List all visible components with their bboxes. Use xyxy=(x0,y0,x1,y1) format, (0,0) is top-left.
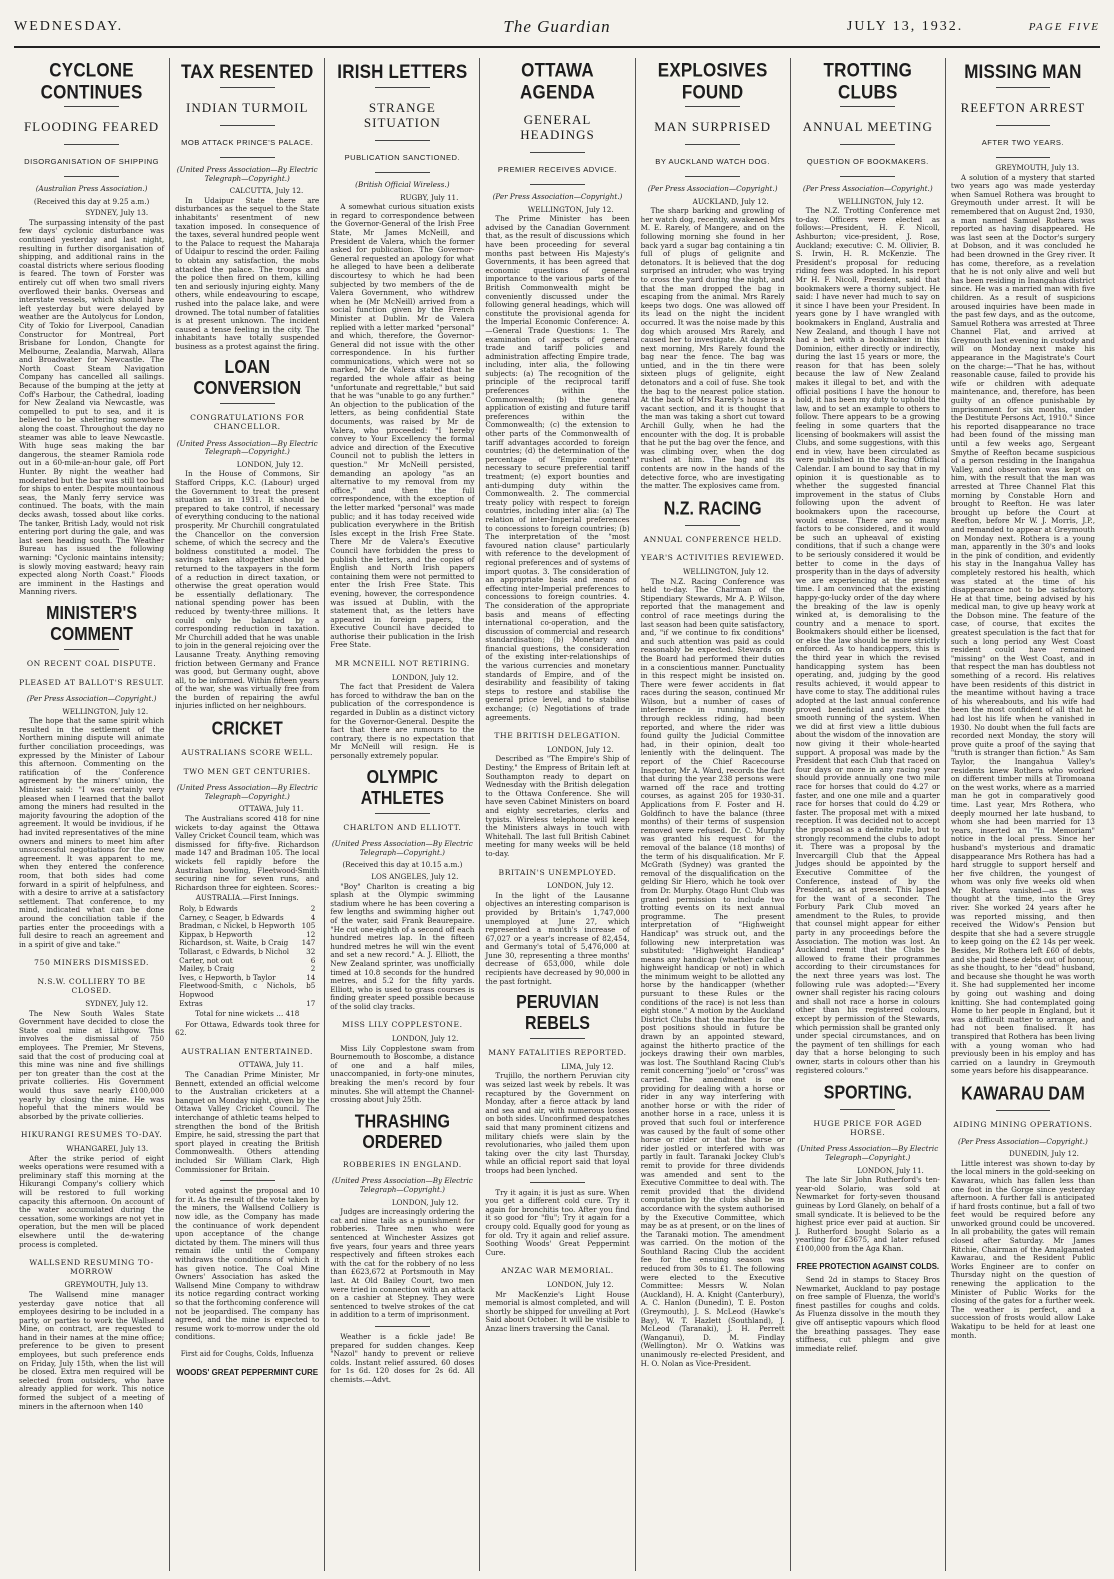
article-body: The N.Z. Trotting Conference met to-day. Officers were elected as follows:—President, H. F. Nicoll, Ashburton; vice-president, J. Rose, Auckland; executive: C. M. Ollivier, B. S. Irwin, H. R. McKenzie. The President's proposal for reducing riding fees was adopted. In his report Mr H. F. Nicoll, President, said that bookmakers were a thorny subject. He said: I have never had much to say on it since I have been your President. In years gone by I have wrangled with bookmakers in England, Australia and New Zealand, and though I have not had a bet with a bookmaker in this Dominion, either directly or indirectly, during the last 15 years or more, the reason for that has been solely because the law of New Zealand makes it illegal to bet, and with the official positions I have the honour to hold, it has been my duty to uphold the law, and to set an example to others to follow. There appears to be a growing feeling in some quarters that the licensing of bookmakers will assist the Clubs, and some suggestions, with this end in view, have been circulated as were published in the Racing Official Calendar. I am bound to say that in my opinion it is questionable as to whether the suggested financial improvement in the status of Clubs following upon the advent of bookmakers upon the racecourse, would ensue. There are so many factors to be considered, and it would be such an upheaval of existing conditions, that if such a change were to be seriously considered it would be better to come in the days of prosperity than in the days of adversity we are experiencing at the present time. I am convinced that the existing happy-go-lucky order of the day where the breaking of the law is openly winked at, is demoralising to the country and a menace to sport. Bookmakers should either be licensed, or else the law should be more strictly enforced. As to handicappers, this is the third year in which the revised handicapping system has been operating, and, judging by the good results achieved, it would appear to have come to stay. The additional rules adopted at the last annual conference proved beneficial and assisted the smooth running of the system. When we did at first view a little dubious about the wisdom of the innovation are now giving it their whole-hearted support. A proposal was made by the President that each Club that raced on four days or more in any racing year should provide annually one two mile race for horses that could do 4.27 or faster, and one one mile and a quarter race for horses that could do 4.29 or faster. The proposal met with a mixed reception. It was decided not to accept the proposal as a definite rule, but to strongly recommend the clubs to adopt it. There was a proposal by the Invercargill Club that the Appeal Judges should be appointed by the Executive Committee of the Conference, instead of by the President, as at present. This lapsed for the want of a seconder. The Forbury Park Club moved an amendment to the Rules, to provide that counsel might appear for either party in any proceedings before the Association. The motion was lost. An Auckland remit that the Clubs be allowed to frame their programmes according to their circumstances for the next three years was lost. The following rule was adopted:—"Every owner shall register his racing colours and shall not race a horse in colours other than his registered colours, except by permission of the Stewards, which permission shall be granted only under special circumstances, and on the payment of ten shillings for each day that a horse belonging to such owner, starts in colours other than his registered colours." xyxy=(795,206,940,1075)
deck: ANNUAL MEETING xyxy=(802,119,933,134)
section-subhead: ANZAC WAR MEMORIAL. xyxy=(501,1266,614,1276)
dateline: OTTAWA, July 11. xyxy=(238,804,304,814)
dateline: OTTAWA, July 11. xyxy=(238,1060,304,1070)
rule xyxy=(375,140,430,141)
section-subhead: N.S.W. COLLIERY TO BE CLOSED. xyxy=(37,976,146,995)
credit-line: (United Press Association—By Electric Telegraph—Copyright.) xyxy=(176,165,318,183)
batsman: Roly, b Edwards xyxy=(179,903,238,913)
received-line: (Received this day at 10.15 a.m.) xyxy=(342,860,463,870)
subdeck: MOB ATTACK PRINCE'S PALACE. xyxy=(181,138,314,147)
dateline: CALCUTTA, July 12. xyxy=(229,186,304,196)
dateline: WELLINGTON, July 12. xyxy=(62,706,149,716)
dateline: SYDNEY, July 12. xyxy=(85,999,149,1009)
masthead xyxy=(14,8,1100,48)
credit-line: (Per Press Association—Copyright.) xyxy=(647,184,778,193)
dateline: GREYMOUTH, July 13. xyxy=(995,163,1079,172)
subdeck: BY AUCKLAND WATCH DOG. xyxy=(655,157,770,166)
rule xyxy=(840,144,895,145)
credit-line: (Per Press Association—Copyright.) xyxy=(492,192,623,201)
rule xyxy=(375,813,430,814)
deck: REEFTON ARREST xyxy=(960,100,1086,115)
article-body: For Ottawa, Edwards took three for 62. xyxy=(175,1019,320,1038)
article-body: Mr MacKenzie's Light House memorial is almost completed, and will shortly be shipped for unveiling at Port Said about October. It will be visible to Anzac liners traversing the Canal. xyxy=(485,1289,630,1333)
headline: OTTAWA AGENDA xyxy=(520,59,595,103)
dateline: WELLINGTON, July 12. xyxy=(527,204,614,214)
dateline: LONDON, July 12. xyxy=(391,1197,459,1207)
rule xyxy=(220,1180,275,1181)
section-headline: N.Z. RACING xyxy=(663,499,762,519)
rule xyxy=(685,176,740,177)
headline: CYCLONE CONTINUES xyxy=(40,59,143,103)
column-1 xyxy=(14,58,169,1571)
rule xyxy=(840,1109,895,1110)
issue-date: JULY 13, 1932. xyxy=(846,19,964,34)
batsman: Kippax, b Hepworth xyxy=(179,929,253,939)
column-5 xyxy=(635,58,790,1571)
rule xyxy=(375,87,430,88)
runs: 5 xyxy=(310,981,316,991)
dateline: LIMA, July 12. xyxy=(561,1061,614,1071)
credit-line: (Australian Press Association.) xyxy=(35,184,148,193)
section-headline: PERUVIAN REBELS xyxy=(516,993,599,1034)
column-4 xyxy=(479,58,634,1571)
rule xyxy=(220,87,275,88)
headline: EXPLOSIVES FOUND xyxy=(657,59,768,103)
batsman: Carter, not out xyxy=(179,955,233,965)
dateline: WELLINGTON, July 12. xyxy=(682,566,769,576)
batsman: Tollarast, c Edwards, b Nichol xyxy=(179,946,290,956)
rule xyxy=(840,106,895,107)
advertisement-heading: FREE PROTECTION AGAINST COLDS. xyxy=(796,1262,940,1272)
deck: FLOODING FEARED xyxy=(23,119,160,134)
column-6 xyxy=(790,58,945,1571)
article-body: Described as "The Empire's Ship of Destiny," the Empress of Britain left at Southampton ready to depart on Wednesday with the British delegation to the Ottawa Conference. She will have seven Cabinet Ministers on board and eighty secretaries, clerks and typists. Wireless telephone will keep the Ministers always in touch with Whitehall. The last full British Cabinet meeting for many weeks will be held to-day. xyxy=(485,754,630,858)
article-body: In Udaipur State there are disturbances as the sequel to the State inhabitants' resentment of new taxation imposed. In consequence of the taxes, several hundred people went to the Palace to request the Maharaja of Udaipur to rescind the order. Failing to obtain any satisfaction, the mobs attacked the palace. The troops and the police then fired on them, killing ten and seriously injuring eighty. Many others, while endeavouring to escape, rushed into the palace lake, and were drowned. The total number of fatalities is at present unknown. The incident caused a tense feeling in the city. The inhabitants have totally suspended business as a protest against the firing. xyxy=(175,195,320,351)
rule xyxy=(685,525,740,526)
article-body: The Prime Minister has been advised by the Canadian Government that, as the result of discussions which have been proceeding for several months past between His Majesty's Governments, it has been agreed that economic questions of general importance to the various parts of the British Commonwealth might be conveniently discussed under the following general headings, which will constitute the provisional agenda for the Imperial Economic Conference: A.—General Trade Questions: 1. The examination of aspects of general trade and tariff policies and administration affecting Empire trade, including, inter alia, the following subjects: (a) The recognition of the principle of the reciprocal tariff preferences within the Commonwealth; (b) the general application of existing and future tariff preferences within the Commonwealth; (c) the extension to other parts of the Commonwealth of tariff advantages accorded to foreign countries; (d) the determination of the percentage of "Empire content" necessary to secure preferential tariff treatment; (e) export bounties and anti-dumping duty within the Commonwealth. 2. The commercial treaty policy with respect to foreign countries, including inter alia: (a) The relation of inter-Imperial preferences to concessions to foreign countries; (b) The interpretation of the "most favoured nation clause" particularly with reference to the development of regional preferences and of systems of import quotas. 3. The consideration of an appropriate basis and means of effecting inter-Imperial preferences to concessions to foreign countries. 4. The consideration of the appropriate basis and means of effecting international co-operation, and the discussion of commercial and research standardisation; (b) Monetary and financial questions, the consideration of the existing inter-relationships of the various currencies and monetary standards of Empire, and of the desirability and feasibility of taking steps to restore and stabilise the general price level, and to stabilise exchange; (c) Negotiations of trade agreements. xyxy=(485,214,630,722)
runs: 2 xyxy=(310,964,316,974)
batsman: Ives, c Hepworth, b Taylor xyxy=(179,972,276,982)
batsman: Carney, c Seager, b Edwards xyxy=(179,912,284,922)
article-body: "Boy" Charlton is creating a big splash at the Olympic swimming stadium where he has been covering a few lengths and swimming higher out of the water, said Frank Beaurepaire. "He cut one-eighth of a second off each hundred metres lap. In the fifteen hundred metres he will win the event and set a new record." A. J. Elliott, the New Zealand sprinter, was unofficially timed at 10.8 seconds for the hundred metres, and 5.2 for the fifty yards. Elliott, who is used to grass courses is finding greater speed possible because of the solid clay tracks. xyxy=(330,881,475,1011)
batsman: Bradman, c Nickel, b Hepworth xyxy=(179,921,295,931)
article-body: After the strike period of eight weeks operations were resumed with a preliminary staff this morning at the Hikurangi Company's colliery which will be restored to full working capacity this afternoon. On account of the water accumulated during the cessation, some workings are not yet in operation, but the men will be placed elsewhere until the de-watering process is completed. xyxy=(19,1153,165,1249)
dateline: DUNEDIN, July 12. xyxy=(1009,1149,1079,1159)
column-2 xyxy=(169,58,324,1571)
dateline: AUCKLAND, July 12. xyxy=(692,196,769,206)
headline: TAX RESENTED xyxy=(180,60,314,83)
headline: TROTTING CLUBS xyxy=(823,59,913,103)
section-subhead: BRITAIN'S UNEMPLOYED. xyxy=(498,867,617,877)
dateline: LOS ANGELES, July 12. xyxy=(371,871,459,881)
article-body: The hope that the same spirit which resulted in the settlement of the Northern mining dispute will animate further conciliation proceedings, was expressed by the Minister of Labour this afternoon. Commenting on the ratification of the Conference agreement by the miners' union, the Minister said: "I was certainly very pleased when I learned that the ballot among the miners had resulted in the majority favouring the adoption of the agreement. It would be invidious, if he had invited representatives of the mine owners and miners to meet him after unsuccessful negotiations for the new agreement. It was apparent to me, when they entered the conference room, that both sides had come forward in a spirit of helpfulness, and with a desire to arrive at a satisfactory settlement. That conference, to my mind, indicated what can be done around the conciliation table if the parties enter the proceedings with a full desire to reach an agreement and in a spirit of give and take." xyxy=(19,716,165,949)
credit-line: (British Official Wireless.) xyxy=(355,180,450,189)
section-subhead: YEAR'S ACTIVITIES REVIEWED. xyxy=(640,553,785,563)
article-body: The sharp barking and growling of her watch dog, recently, awakened Mrs M. E. Rarely, of Mangere, and on the following morning she found in her back yard a sugar bag containing a tin full of plugs of gelignite and detonators. It is believed that the dog surprised an intruder, who was trying to cross the yard during the night, and that the man dropped the bag in escaping from the animal. Mrs Rarely keeps two dogs. One was allowed off its lead on the night the incident occurred. It was the noise made by this dog which aroused Mrs Rarely, and caused her to investigate. At daybreak next morning, Mrs Rarely found the bag near the fence. The bag was untied, and in the tin there were sixteen plugs of gelignite, eight detonators and a coil of fuse. She took the bag to the nearest police station. At the back of Mrs Rarely's house is a vacant section, and it is thought that the man was taking a short cut toward Archill Gully, when he had the encounter with the dog. It is probable that he put the bag over the fence, and was climbing over, when the dog rushed at him. The bag and its contents are now in the hands of the detective force, who are investigating the matter. The explosives came from. xyxy=(640,206,785,491)
subdeck: PUBLICATION SANCTIONED. xyxy=(344,153,461,162)
rule xyxy=(996,1110,1051,1111)
scorecard-heading: AUSTRALIA.—First Innings. xyxy=(195,893,299,903)
credit-line: (Per Press Association—Copyright.) xyxy=(802,184,933,193)
issue-date-block xyxy=(840,19,1100,35)
article-body: Trujillo, the northern Peruvian city was seized last week by rebels. It was recaptured by the Government on Monday, after a fierce attack by land and sea and air, with numerous losses on both sides. Unconfirmed despatches said that many prominent citizens and military chiefs were slain by the revolutionaries, who jailed them upon taking over the city last Thursday, while an official report said that loyal troops had been lynched. xyxy=(485,1071,630,1175)
dateline: WHANGAREI, July 13. xyxy=(66,1144,149,1153)
rule xyxy=(530,152,585,153)
rule xyxy=(220,403,275,404)
subdeck: DISORGANISATION OF SHIPPING xyxy=(24,157,159,166)
deck: INDIAN TURMOIL xyxy=(185,100,309,115)
rule xyxy=(375,172,430,173)
runs: 32 xyxy=(306,946,316,956)
scorecard-total: Total for nine wickets … 418 xyxy=(195,1009,300,1019)
section-headline: CRICKET xyxy=(211,719,283,740)
runs: 147 xyxy=(301,938,316,948)
batsman: Fleetwood-Smith, c Nichols, b Hopwood xyxy=(179,981,311,999)
advertisement: Try it again; it is just as sure. When you get a different cold cure. Try it again for bronchitis too. After you find it so good for "flu"; Try it again for a croupy cold. Equally good for young as for old. Try it again and relief assure. Soothing Woods' Great Peppermint Cure. xyxy=(485,1187,630,1257)
dateline: LONDON, July 12. xyxy=(391,672,459,682)
batsman: Extras xyxy=(179,998,203,1008)
rule xyxy=(64,106,119,107)
column-7 xyxy=(945,58,1100,1571)
credit-line: (United Press Association—By Electric Telegraph—Copyright.) xyxy=(176,783,318,801)
rule xyxy=(530,1038,585,1039)
rule xyxy=(685,144,740,145)
deck: MAN SURPRISED xyxy=(654,119,771,134)
article-body: The N.Z. Racing Conference was held to-day. The Chairman of the Stipendiary Stewards, Mr A. P. Wilson, reported that the management and control of race meetings during the last season had been quite satisfactory, and, "if we continue to fix conditions" and such attention was paid as could reasonably be expected. Stewards on the Board had performed their duties in a conscientious manner. Punctuality in this respect might be insisted on. There were fewer accidents in flat races during the season, continued Mr Wilson, but a number of cases of interference in running, mostly through reckless riding, had been reported, and where the rider was found guilty the Judicial Committee had, in their opinion, dealt too leniently with the delinquent. The report of the Chief Racecourse Inspector, Mr A. Ward, records the fact that during the year 238 persons were warned off the race and trotting courses, as against 205 for 1930-31. Applications from F. Foster and H. Goldfinch to have the balance (three months) of their terms of suspension removed were refused. Dr. C. Murphy was granted his request for the removal of the balance (18 months) of the term of his disqualification. Mr F. McGrath (Sydney) was granted the removal of the disqualification on the gelding Sir Hiero, which he took over from Dr. Murphy. Otago Hunt Club was granted permission to include two trotting events on its next annual programme. The present interpretation of "Highweight Handicap" was struck out, and the following new interpretation was substituted: "Highweight Handicap" means any handicap (whether called a highweight handicap or not) in which the minimum weight to be allotted any horse by the handicapper (whether pursuant to these Rules or the conditions of the race) is not less than eight stone." A motion by the Auckland District Clubs that the marbles for the post positions should in future be drawn by an appointed steward, against the hitherto practice of the jockeys drawing their own marbles, was lost. The Southland Racing Club's remit concerning "joelo" or "cross" was carried. The amendment is one providing for dealing with a horse or rider in any way interfering with another horse or with the rider of another horse in a race, unless it is proved that such foul or interference was caused by the fault of some other horse or rider or that the horse or rider jostled or interfered with was partly in fault. Taranaki Jockey Club's remit to provide for three dividends was amended and sent to the Executive Committee to deal with. The remit provided that the dividend computation by the clubs shall be in accordance with the system authorised by the Executive Committee, which may be as at present, or on the lines of the Taranaki motion. The amendment was carried. On the motion of the Southland Racing Club the accident fee for the ensuing season was reduced from 30s to £1. The following were elected to the Executive Committee: Messrs W. Nolan (Auckland), H. A. Knight (Canterbury), A. C. Hanlon (Dunedin), T. E. Poston (Greymouth), J. S. McLeod (Hawke's Bay), W. T. Hazlett (Southland), J. McLeod (Taranaki), J. H. Perrett (Wanganui), D. M. Findlay (Wellington). Mr O. Watkins was unanimously re-elected President, and H. O. Nolan as Vice-President. xyxy=(640,576,785,1368)
dateline: SYDNEY, July 13. xyxy=(85,208,149,218)
section-deck: ANNUAL CONFERENCE HELD. xyxy=(643,534,782,544)
section-subhead: MR MCNEILL NOT RETIRING. xyxy=(334,659,470,669)
section-deck: AUSTRALIANS SCORE WELL. xyxy=(181,748,314,758)
runs: 17 xyxy=(306,998,316,1008)
section-headline: MINISTER'S COMMENT xyxy=(46,604,138,645)
dateline: LONDON, July 12. xyxy=(546,744,614,754)
section-subhead: AIDING MINING OPERATIONS. xyxy=(953,1119,1093,1129)
article-body: The Wallsend mine manager yesterday gave notice that all employees desiring to be included in a party, or parties to work the Wallsend Mine, on contract, are requested to hand in their names at the mine office; preference to be given to present employees, but such preference ends on Friday, July 15th, when the list will be closed. Extra men required will be selected from outsiders, who have already applied for work. This notice formed the subject of a meeting of miners in the afternoon when 140 xyxy=(19,1289,165,1411)
rule xyxy=(840,176,895,177)
section-subhead: HIKURANGI RESUMES TO-DAY. xyxy=(20,1130,163,1140)
rule xyxy=(220,157,275,158)
article-body: The surpassing intensity of the past few days' cyclonic disturbance was continued yesterday and last night, resulting in further disorganisation of shipping, and additional rains in the coastal districts where serious flooding is feared. The town of Forster was entirely cut off when two small rivers overflowed their banks. Overseas and interstate vessels, which should have left yesterday but were delayed by weather are the Autolycus for London, City of Tokio for Liverpool, Canadian Constructor for Montreal, Port Brisbane for London, Changte for Melbourne, Zealandia, Marwah, Allara and Broadwater for Newcastle. The North Coast Steam Navigation Company has cancelled all sailings. Because of the bumping at the jetty at Coff's Harbour, the Cathedral, loading for New Zealand via Newcastle, was compelled to put to sea, and it is believed to be sheltering somewhere along the coast. Throughout the day no steamer was able to leave Newcastle. With huge seas making the bar dangerous, the steamer Ramiola rode out in a 60-mile-an-hour gale, off Port Hunter. By night the weather had moderated but the bar was still too bad for ships to enter. Despite mountainous seas, the Manly ferry service was continued. The boats, with the main decks awash, tossed about like corks. The tanker, British Lady, would not risk entering port during the gale, and was last seen heading south. The Weather Bureau has issued the following warning: "Cyclonic maintains intensity; is slowly moving eastward; heavy rain expected along North Coast." Floods are imminent in the Hastings and Manning rivers. xyxy=(19,217,165,597)
article-body: In the light of the Lausanne objectives an interesting comparison is provided by Britain's 1,747,000 unemployed at June 27, which represented a month's increase of 67,027 or a year's increase of 82,454, and Germany's total of 5,476,000 at June 30, representing a three months' decrease of 653,000, while dole recipients have decreased by 90,000 in the past fortnight. xyxy=(485,890,630,986)
scorecard xyxy=(175,905,319,1008)
advertisement: WOODS' GREAT PEPPERMINT CURE xyxy=(176,1368,319,1378)
runs: 4 xyxy=(310,912,316,922)
column-3 xyxy=(324,58,479,1571)
rule xyxy=(375,1326,430,1327)
article-body: The fact that President de Valera has forced to withdraw the ban on the publication of the correspondence is regarded in Dublin as a distinct victory for the Governor-General. Despite the fact that there are rumours to the contrary, there is no expectation that Mr McNeill will resign. He is personally extremely popular. xyxy=(330,682,475,760)
dateline: LONDON, July 12. xyxy=(391,1034,459,1044)
advertisement: Send 2d in stamps to Stacey Bros Newmarket, Auckland to pay postage on free sample of Fluenza, the world's finest pastilles for coughs and colds. As Fluenza dissolve in the mouth they give off antiseptic vapours which flood the breathing passages. They ease stiffness, cut phlegm and give immediate relief. xyxy=(795,1275,940,1353)
credit-line: (Per Press Association—Copyright.) xyxy=(26,694,157,704)
article-body: The late Sir John Rutherford's ten-year-old Solario, was sold at Newmarket for forty-seven thousand guineas by Lord Glanely, on behalf of a small syndicate. It is believed to be the highest price ever paid at auction. Sir J. Rutherford bought Solario as a yearling for £3675, and later refused £100,000 from the Aga Khan. xyxy=(795,1175,940,1253)
article-body: A somewhat curious situation exists in regard to correspondence between the Governor-General of the Irish Free State, Mr James McNeill, and President de Valera, which the former asked for publication. The Governor-General requested an apology for what he alleged to have been a deliberate discourtesy to which he had been subjected by two members of the de Valera Government, who withdrew when he (Mr McNeill) arrived from a social function given by the French Minister at Dublin. Mr de Valera replied with a letter marked "personal" and which, therefore, the Governor-General did not issue with the other correspondence. In his further communications, which were not so marked, Mr de Valera stated that he regarded the whole affair as being "unfortunate and regrettable," but said that he was "unable to go any further." An objection to the publication of the letters, as being confidential State documents, was raised by Mr de Valera, who proceeded: "I hereby convey to Your Excellency the formal advice and direction of the Executive Council not to publish the letters in question." Mr McNeill persisted, demanding an apology "as an alternative to my removal from my office," and then the full correspondence, with the exception of the letter marked "personal" was made public; and it has today received wide publication everywhere in the British Isles except in the Irish Free State. There Mr de Valera's Executive Council have forbidden the press to publish the letters, and the copies of English and North Irish papers containing them were not permitted to enter the Irish Free State. This evening, however, the correspondence was issued at Dublin, with the statement that, as the letters have appeared in foreign papers, the Executive Council have decided to authorise their publication in the Irish Free State. xyxy=(330,202,475,650)
article-body: Miss Lily Copplestone swam from Bournemouth to Boscombe, a distance of one and a half miles, unaccompanied, in forty-one minutes, breaking the men's record by four minutes. She will attempt the Channel-crossing about July 25th. xyxy=(330,1043,475,1105)
rule xyxy=(64,649,119,650)
headline: MISSING MAN xyxy=(964,60,1082,83)
runs: 105 xyxy=(301,921,316,931)
rule xyxy=(996,125,1051,126)
issue-day: WEDNESDAY. xyxy=(14,19,124,34)
subdeck: PREMIER RECEIVES ADVICE. xyxy=(497,165,618,174)
article-body: The Canadian Prime Minister, Mr Bennett, extended an official welcome to the Australian cricketers at a banquet on Monday night, given by the Ottawa Valley Cricket Council. The interchange of athletic teams helped to strengthen the bond of the British Empire, he said, stressing the part that sport played in creating the British Commonwealth. Others attending included Sir William Clark, High Commissioner for Britain. xyxy=(175,1070,320,1174)
rule xyxy=(996,157,1051,158)
rule xyxy=(685,106,740,107)
article-body: Little interest was shown to-day by the local miners in the gold-seeking on Kawarau, which has fallen less than one foot in the Gorge since yesterday afternoon. A further fall is anticipated if hard frosts continue, but a fall of two feet would be required before any unworked ground could be uncovered. In all probability, the gates will remain closed after Saturday. Mr James Ritchie, Chairman of the Amalgamated Kawarau, and the Resident Public Works Engineer are to confer on Thursday night on the question of renewing the application to the Minister of Public Works for the closing of the gates for a further week. The weather is perfect, and a succession of frosts would allow Lake Wakatipu to be held for at least one month. xyxy=(950,1158,1095,1340)
section-subhead: ROBBERIES IN ENGLAND. xyxy=(342,1159,462,1169)
runs: 2 xyxy=(310,903,316,913)
credit-line: (United Press Association—By Electric Telegraph—Copyright.) xyxy=(331,1176,473,1194)
section-headline: OLYMPIC ATHLETES xyxy=(360,767,444,809)
rule xyxy=(530,1182,585,1183)
dateline: LONDON, July 12. xyxy=(236,459,304,469)
section-headline: KAWARAU DAM xyxy=(961,1084,1085,1105)
dateline: LONDON, July 11. xyxy=(857,1165,924,1175)
received-line: (Received this day at 9.25 a.m.) xyxy=(33,196,150,206)
columns xyxy=(14,58,1100,1571)
subdeck: AFTER TWO YEARS. xyxy=(981,138,1065,147)
article-body: In the House of Commons, Sir Stafford Cripps, K.C. (Labour) urged the Government to treat the present situation as in 1931. It should be prepared to take control, if necessary of everything conducing to the national prosperity. Mr Churchill congratulated the Chancellor on the conversion scheme, of which the secrecy and the boldness constituted a model. The savings taken altogether should be returned to the taxpayers in the form of a reduction in direct taxation, or otherwise the great operation would be essentially deflationary. The national spending power has been reduced by twenty-three millions. It could only be balanced by a corresponding reduction in taxation. Mr Churchill added that he was unable to join in the general rejoicing over the Lausanne Treaty. Anything removing friction between Germany and France was good, but Germany ought, above all, to be informed. Within fifteen years of the war, she was virtually free from the burden of repairing the awful injuries inflicted on her neighbours. xyxy=(175,469,320,711)
headline: IRISH LETTERS xyxy=(337,60,468,83)
section-headline: THRASHING ORDERED xyxy=(354,1112,450,1153)
page-number: PAGE FIVE xyxy=(1028,21,1100,33)
subdeck: QUESTION OF BOOKMAKERS. xyxy=(806,157,929,166)
section-subhead: 750 MINERS DISMISSED. xyxy=(34,958,150,968)
section-deck: ON RECENT COAL DISPUTE. xyxy=(26,658,157,668)
dateline: LONDON, July 12. xyxy=(546,881,614,891)
article-body: The Australians scored 418 for nine wickets to-day against the Ottawa Valley Cricket Council team, which was dismissed for fifty-five. Richardson made 147 and Bradman 105. The local wickets fell rapidly before the Australian bowling, Fleetwood-Smith securing nine for seven runs, and Richardson three for eighteen. Scores:- xyxy=(175,814,320,892)
section-subhead: PLEASED AT BALLOT'S RESULT. xyxy=(19,677,165,687)
section-subhead: AUSTRALIAN ENTERTAINED. xyxy=(181,1046,314,1056)
paper-title: The Guardian xyxy=(503,17,611,36)
advertisement-tagline: First aid for Coughs, Colds, Influenza xyxy=(180,1349,314,1358)
dateline: WELLINGTON, July 12. xyxy=(838,196,924,206)
rule xyxy=(996,87,1051,88)
article-body: A solution of a mystery that started two years ago was made yesterday when Samuel Rothera was brought to Greymouth under arrest. It will be remembered that on August 2nd, 1930, a man named Samuel Rothera was reported as having disappeared. He was last seen at the Doctor's surgery at Dobson, and it was concluded he had been drowned in the Grey river. It has come, therefore, as a revelation that he is not only alive and well but has been residing in Inangahua district since. He was a married man with five children. As a result of suspicions aroused inquiries have been made in the past few days, and as the outcome, Samuel Rothera was arrested at Three Channel Flat, and arrived at Greymouth last evening in custody and will on Monday next make his appearance in the Magistrate's Court on the charge:—"That he has, without reasonable cause, failed to provide his wife or children with adequate maintenance, and, therefore, has been guilty of an offence punishable by imprisonment for six months, under the Destitute Persons Act, 1910." Since his reported disappearance no trace had been found of the missing man until a few weeks ago, Sergeant Smythe of Reefton became suspicious of a person residing in the Inangahua Valley, and observation was kept on him, with the result that the man was arrested at Three Channel Flat this morning by Constable Horn and brought to Reefton. He was later brought up before the Court at Reefton, before Mr W. J. Morris, J.P., and remanded to appear at Greymouth on Monday next. Rothera is a young man, apparently in the 30's and looks in the pink of condition, and evidently his stay in the Inangahua Valley has completely restored his health, which was stated at the time of his disappearance not to be satisfactory. He at that time, being advised by his medical man, to give up heavy work at the Dobson mine. The feature of the case, of course, that excites the greatest speculation is the fact that for such a long period any West Coast resident could have remained "missing" on the West Coast, and in that respect the man has doubtless not something of a record. His relatives have been residents of this district in the meantime without having a trace of his whereabouts, and his wife had been the most confident of all that he had lost his life when he vanished in 1930. No doubt when the full facts are recorded next Monday, the story will prove quite a proof of the saying that "truth is stranger than fiction." As Sam Taylor, the Inangahua Valley's residents knew Rothera who worked on different timber mills at Tiromoana on the west works, where as a married man he got in comparatively good time. Last year, Mrs Rothera, who deeply mourned her late husband, to whom she had been married for 13 years, inserted an "In Memoriam" notice in the local press. Since her husband's mysterious and dramatic disappearance Mrs Rothera has had a hard struggle to support herself and her five children, the youngest of whom was only five weeks old when Mr Rothera vanished—as it was thought at the time, into the Grey river. She worked 24 years after he was reported missing, and then received the Widow's Pension but despite that she had a severe struggle to keep going on the £2 14s per week. Besides, Mr Rothera left £60 of debts, and she paid these debts out of honour, as she thought, to her "dead" husband, and because she thought he was worth it. She had supplemented her income by going out washing and doing knitting. She had contemplated going Home to her people in England, but it was a difficult matter to arrange, and had not been finalised. It has transpired that Rothera has been living with a young woman who had previously been in his employ and has carried on a laundry in Greymouth some years before his disappearance. xyxy=(950,172,1095,1076)
section-subhead: MISS LILY COPPLESTONE. xyxy=(342,1020,463,1030)
rule xyxy=(530,184,585,185)
rule xyxy=(64,144,119,145)
advertisement: Weather is a fickle jade! Be prepared for sudden changes. Keep "Nazol" handy to prevent or relieve colds. Instant relief assured. 60 doses for 1s 6d. 120 doses for 2s 6d. All chemists.—Advt. xyxy=(330,1331,475,1384)
batsman: Richardson, st. Waite, b Craig xyxy=(179,938,289,948)
rule xyxy=(220,125,275,126)
section-subhead: HUGE PRICE FOR AGED HORSE. xyxy=(813,1119,923,1137)
section-subhead: CHARLTON AND ELLIOTT. xyxy=(343,822,462,832)
section-headline: LOAN CONVERSION xyxy=(193,358,301,400)
section-subhead: TWO MEN GET CENTURIES. xyxy=(183,766,311,776)
section-headline: SPORTING. xyxy=(823,1083,912,1104)
section-subhead: MANY FATALITIES REPORTED. xyxy=(488,1048,627,1058)
credit-line: (United Press Association—By Electric Telegraph—Copyright.) xyxy=(331,839,473,857)
rule xyxy=(64,176,119,177)
section-subhead: CONGRATULATIONS FOR CHANCELLOR. xyxy=(190,413,305,432)
article-body: The New South Wales State Government have decided to close the State coal mine at Lithgow. This involves the dismissal of 750 employees. The Premier, Mr Stevens, said that the cost of producing coal at this mine was nine and five shillings per ton greater than the cost at the private collieries. His Government would thus save nearly £100,000 yearly by closing the mine. He was hopeful that the miners would be absorbed by the private collieries. xyxy=(19,1008,165,1121)
credit-line: (United Press Association—By Electric Telegraph—Copyright.) xyxy=(176,438,318,457)
credit-line: (Per Press Association—Copyright.) xyxy=(958,1136,1088,1146)
dateline: LONDON, July 12. xyxy=(546,1279,614,1289)
dateline: RUGBY, July 11. xyxy=(400,192,459,202)
deck: STRANGE SITUATION xyxy=(363,100,441,130)
runs: 6 xyxy=(310,955,316,965)
runs: 12 xyxy=(306,929,316,939)
batsman: Mailey, b Craig xyxy=(179,964,235,974)
article-body: voted against the proposal and 10 for it. As the result of the vote taken by the miners, the Wallsend Colliery is now idle, as the Company has made the continuance of work dependent upon acceptance of the change dictated by them. The miners will thus remain idle until the Company withdraws the conditions of which it has given notice. The Coal Mine Owners' Association has asked the Wallsend Mine Company to withdraw its notice regarding contract working so that the forthcoming conference will not be jeopardised. The company has agreed, and the mine is expected to resume work to-morrow under the old conditions. xyxy=(175,1186,320,1342)
dateline: GREYMOUTH, July 13. xyxy=(64,1280,149,1290)
section-subhead: THE BRITISH DELEGATION. xyxy=(494,731,621,741)
scorecard-row xyxy=(175,1000,319,1009)
article-body: Judges are increasingly ordering the cat and nine tails as a punishment for robberies. Three men who were sentenced at Winchester Assizes got five years, four years and three years respectively and fifteen strokes each with the cat for the robbery of no less than £623,672 at Portsmouth in May last. At Old Bailey Court, two men were tried in connection with an attack on a cashier at Stepney. They were sentenced to twelve strokes of the cat in addition to a term of imprisonment. xyxy=(330,1207,475,1320)
deck: GENERAL HEADINGS xyxy=(520,112,595,142)
scorecard-row xyxy=(175,982,319,999)
credit-line: (United Press Association—By Electric Telegraph—Copyright.) xyxy=(797,1144,939,1162)
runs: 14 xyxy=(306,972,316,982)
section-subhead: WALLSEND RESUMING TO-MORROW xyxy=(29,1258,154,1276)
